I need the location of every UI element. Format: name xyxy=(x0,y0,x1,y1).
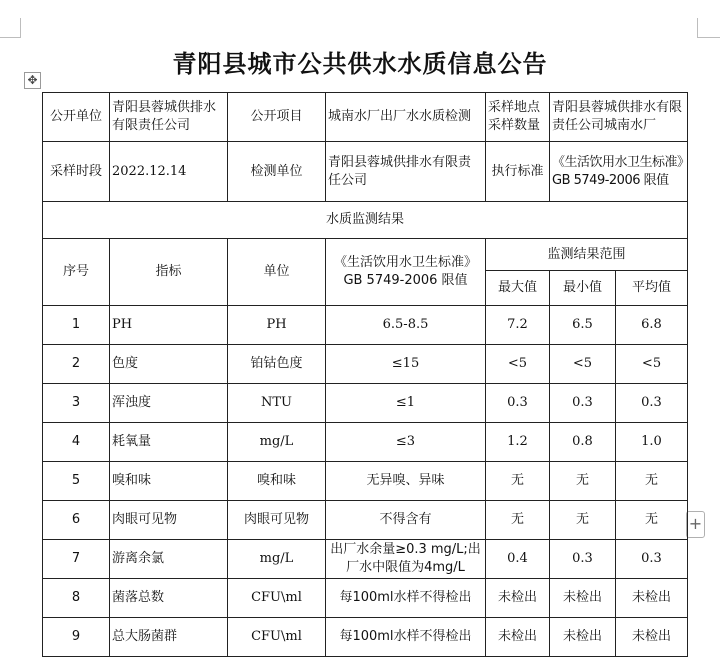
header-min: 最小值 xyxy=(550,271,616,306)
row-indicator: 菌落总数 xyxy=(110,579,228,618)
row-unit: 肉眼可见物 xyxy=(228,501,326,540)
row-limit: ≤1 xyxy=(326,384,486,423)
row-indicator: 肉眼可见物 xyxy=(110,501,228,540)
row-no: 5 xyxy=(43,462,110,501)
header-range: 监测结果范围 xyxy=(486,239,688,271)
row-no: 2 xyxy=(43,345,110,384)
row-limit: 6.5-8.5 xyxy=(326,306,486,345)
row-min: 6.5 xyxy=(550,306,616,345)
row-min: 0.3 xyxy=(550,540,616,579)
row-min: <5 xyxy=(550,345,616,384)
standard-value: 《生活饮用水卫生标准》GB 5749-2006 限值 xyxy=(550,142,688,202)
row-max: 无 xyxy=(486,501,550,540)
header-standard: 《生活饮用水卫生标准》GB 5749-2006 限值 xyxy=(326,239,486,306)
row-indicator: 色度 xyxy=(110,345,228,384)
row-unit: CFU\ml xyxy=(228,579,326,618)
table-row xyxy=(43,618,688,657)
row-no: 6 xyxy=(43,501,110,540)
lab-label: 检测单位 xyxy=(228,142,326,202)
row-no: 3 xyxy=(43,384,110,423)
row-no: 7 xyxy=(43,540,110,579)
header-unit: 单位 xyxy=(228,239,326,306)
row-unit: CFU\ml xyxy=(228,618,326,657)
info-row xyxy=(43,142,688,202)
row-min: 未检出 xyxy=(550,618,616,657)
row-max: 0.3 xyxy=(486,384,550,423)
site-value: 青阳县蓉城供排水有限责任公司城南水厂 xyxy=(550,93,688,142)
row-unit: 嗅和味 xyxy=(228,462,326,501)
info-row xyxy=(43,93,688,142)
table-row xyxy=(43,501,688,540)
table-row xyxy=(43,306,688,345)
row-indicator: 浑浊度 xyxy=(110,384,228,423)
row-limit: 每100ml水样不得检出 xyxy=(326,618,486,657)
table-move-handle-icon[interactable]: ✥ xyxy=(24,72,41,89)
row-unit: PH xyxy=(228,306,326,345)
row-avg: 未检出 xyxy=(616,579,688,618)
row-min: 0.3 xyxy=(550,384,616,423)
row-avg: 0.3 xyxy=(616,384,688,423)
document-title: 青阳县城市公共供水水质信息公告 xyxy=(172,50,548,78)
row-avg: <5 xyxy=(616,345,688,384)
publisher-label: 公开单位 xyxy=(43,93,110,142)
page-corner-mark xyxy=(697,37,720,38)
row-max: 未检出 xyxy=(486,579,550,618)
row-avg: 6.8 xyxy=(616,306,688,345)
row-no: 9 xyxy=(43,618,110,657)
lab-value: 青阳县蓉城供排水有限责任公司 xyxy=(326,142,486,202)
row-limit: 不得含有 xyxy=(326,501,486,540)
row-limit: 每100ml水样不得检出 xyxy=(326,579,486,618)
table-row xyxy=(43,384,688,423)
row-avg: 无 xyxy=(616,501,688,540)
header-no: 序号 xyxy=(43,239,110,306)
row-unit: mg/L xyxy=(228,540,326,579)
row-max: 0.4 xyxy=(486,540,550,579)
add-column-icon[interactable]: + xyxy=(686,511,705,538)
row-limit: ≤3 xyxy=(326,423,486,462)
publisher-value: 青阳县蓉城供排水有限责任公司 xyxy=(110,93,228,142)
row-limit: ≤15 xyxy=(326,345,486,384)
row-min: 无 xyxy=(550,462,616,501)
row-unit: mg/L xyxy=(228,423,326,462)
row-indicator: 嗅和味 xyxy=(110,462,228,501)
row-avg: 0.3 xyxy=(616,540,688,579)
row-min: 0.8 xyxy=(550,423,616,462)
row-avg: 无 xyxy=(616,462,688,501)
row-min: 无 xyxy=(550,501,616,540)
row-indicator: 总大肠菌群 xyxy=(110,618,228,657)
page-corner-mark xyxy=(20,18,21,38)
row-no: 1 xyxy=(43,306,110,345)
header-avg: 平均值 xyxy=(616,271,688,306)
table-row xyxy=(43,345,688,384)
table-row xyxy=(43,579,688,618)
page-corner-mark xyxy=(0,37,20,38)
row-max: 未检出 xyxy=(486,618,550,657)
row-unit: 铂钴色度 xyxy=(228,345,326,384)
item-label: 公开项目 xyxy=(228,93,326,142)
page-corner-mark xyxy=(697,18,698,38)
row-unit: NTU xyxy=(228,384,326,423)
row-max: 1.2 xyxy=(486,423,550,462)
site-label: 采样地点采样数量 xyxy=(486,93,550,142)
period-label: 采样时段 xyxy=(43,142,110,202)
section-title: 水质监测结果 xyxy=(43,202,688,239)
row-avg: 未检出 xyxy=(616,618,688,657)
table-row xyxy=(43,540,688,579)
table-row xyxy=(43,462,688,501)
period-value: 2022.12.14 xyxy=(110,142,228,202)
row-indicator: 耗氧量 xyxy=(110,423,228,462)
header-row xyxy=(43,239,688,271)
row-max: 无 xyxy=(486,462,550,501)
row-limit: 出厂水余量≥0.3 mg/L;出厂水中限值为4mg/L xyxy=(326,540,486,579)
row-indicator: 游离余氯 xyxy=(110,540,228,579)
standard-label: 执行标准 xyxy=(486,142,550,202)
row-max: <5 xyxy=(486,345,550,384)
row-min: 未检出 xyxy=(550,579,616,618)
row-max: 7.2 xyxy=(486,306,550,345)
row-indicator: PH xyxy=(110,306,228,345)
row-avg: 1.0 xyxy=(616,423,688,462)
table-row xyxy=(43,423,688,462)
row-limit: 无异嗅、异味 xyxy=(326,462,486,501)
row-no: 8 xyxy=(43,579,110,618)
water-quality-table xyxy=(42,92,688,657)
row-no: 4 xyxy=(43,423,110,462)
section-row xyxy=(43,202,688,239)
header-indicator: 指标 xyxy=(110,239,228,306)
header-max: 最大值 xyxy=(486,271,550,306)
item-value: 城南水厂出厂水水质检测 xyxy=(326,93,486,142)
